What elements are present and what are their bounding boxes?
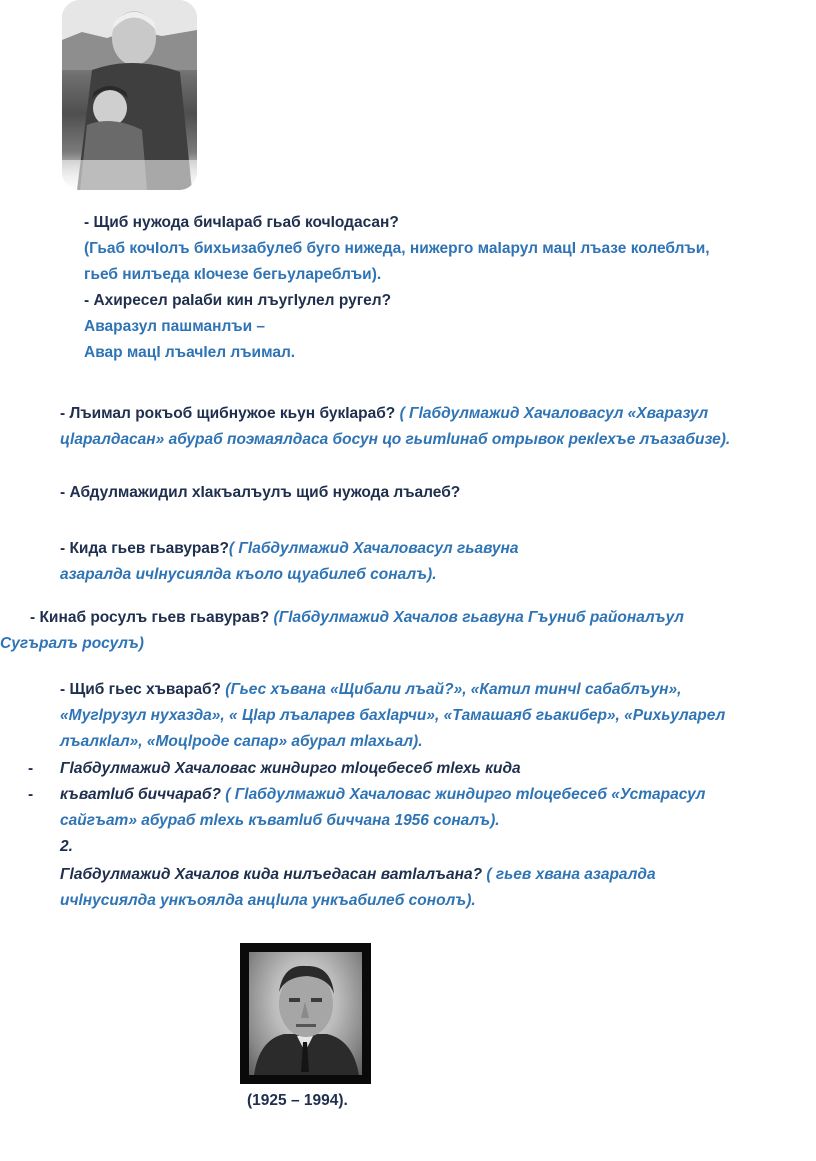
answer-text: ( Гlабдулмажид Хачаловасул гьавуна bbox=[228, 540, 519, 557]
portrait-photo-top bbox=[62, 0, 197, 190]
list-dash: - bbox=[28, 786, 34, 803]
answer-text: Авар мацI лъачIел лъимал. bbox=[84, 344, 296, 361]
section-number: 2. bbox=[60, 838, 73, 855]
question-text: - Ахиресел раIаби кин лъугIулел ругел? bbox=[84, 292, 392, 309]
list-item-text: Гlабдулмажид Хачаловас жиндирго тlоцебесеб тlехь кида bbox=[60, 760, 521, 777]
answer-text: (Гlабдулмажид Хачалов гьавуна Гъуниб районалъул bbox=[269, 609, 684, 626]
question-block-7 bbox=[60, 677, 725, 755]
list-dash: - bbox=[28, 760, 34, 777]
answer-text: ( Гlабдулмажид Хачаловас жиндирго тlоцебесеб «Устарасул bbox=[220, 786, 706, 803]
answer-text: цlаралдасан» абураб поэмаялдаса босун цо гьитlинаб отрывок рекlехъе лъазабизе). bbox=[60, 431, 731, 448]
question-block-1 bbox=[84, 210, 710, 288]
question-text: - Лъимал рокъоб щибнужое кьун букIараб? bbox=[60, 405, 396, 422]
question-block-6 bbox=[0, 605, 816, 657]
question-text: - Щиб гьес хъвараб? bbox=[60, 681, 221, 698]
answer-text: сайгъат» абураб тlехь къватlиб биччана 1956 соналъ). bbox=[60, 812, 500, 829]
list-item-text: къватlиб биччараб? bbox=[60, 786, 221, 803]
bullet-list bbox=[28, 756, 705, 860]
answer-text: (Гьаб кочӀолъ бихьизабулеб буго нижеда, нижерго маIарул мацI лъазе колеблъи, bbox=[84, 240, 710, 257]
question-block-3 bbox=[60, 401, 730, 453]
question-block-2 bbox=[84, 288, 391, 366]
question-block-4 bbox=[60, 480, 460, 506]
answer-text: азаралда ичlнусиялда къоло щуабилеб соналъ). bbox=[60, 566, 437, 583]
answer-text: «Мугlрузул нухазда», « Цlар лъаларев бахlарчи», «Тамашаяб гьакибер», «Рихьуларел bbox=[60, 707, 726, 724]
question-block-8 bbox=[60, 862, 656, 914]
question-block-5 bbox=[60, 536, 518, 588]
question-text: - Кинаб росулъ гьев гьавурав? bbox=[30, 609, 270, 626]
list-item bbox=[28, 782, 705, 808]
answer-text: ичlнусиялда ункъоялда анцlила ункъабилеб сонолъ). bbox=[60, 892, 476, 909]
answer-text: Сугъралъ росулъ) bbox=[0, 635, 144, 652]
photo-caption: (1925 – 1994). bbox=[247, 1092, 348, 1109]
portrait-photo-bottom bbox=[240, 943, 371, 1084]
answer-text: Аваразул пашманлъи – bbox=[84, 318, 266, 335]
answer-text: (Гьес хъвана «Щибали лъай?», «Катил тинчl сабаблъун», bbox=[221, 681, 682, 698]
answer-text: ( Гlабдулмажид Хачаловасул «Хваразул bbox=[395, 405, 709, 422]
answer-text: лъалкlал», «Моцlроде сапар» абурал тlахьал). bbox=[60, 733, 423, 750]
question-text: Гlабдулмажид Хачалов кида нилъедасан ватlалъана? bbox=[60, 866, 483, 883]
question-text: - Щиб нужода бичӀараб гьаб кочӀодасан? bbox=[84, 214, 399, 231]
answer-text: ( гьев хвана азаралда bbox=[482, 866, 656, 883]
list-item bbox=[28, 756, 705, 782]
question-text: - Абдулмажидил хIакъалъулъ щиб нужода лъалеб? bbox=[60, 484, 461, 501]
answer-text: гьеб нилъеда кIочезе бегьулареблъи). bbox=[84, 266, 382, 283]
question-text: - Кида гьев гьавурав? bbox=[60, 540, 229, 557]
